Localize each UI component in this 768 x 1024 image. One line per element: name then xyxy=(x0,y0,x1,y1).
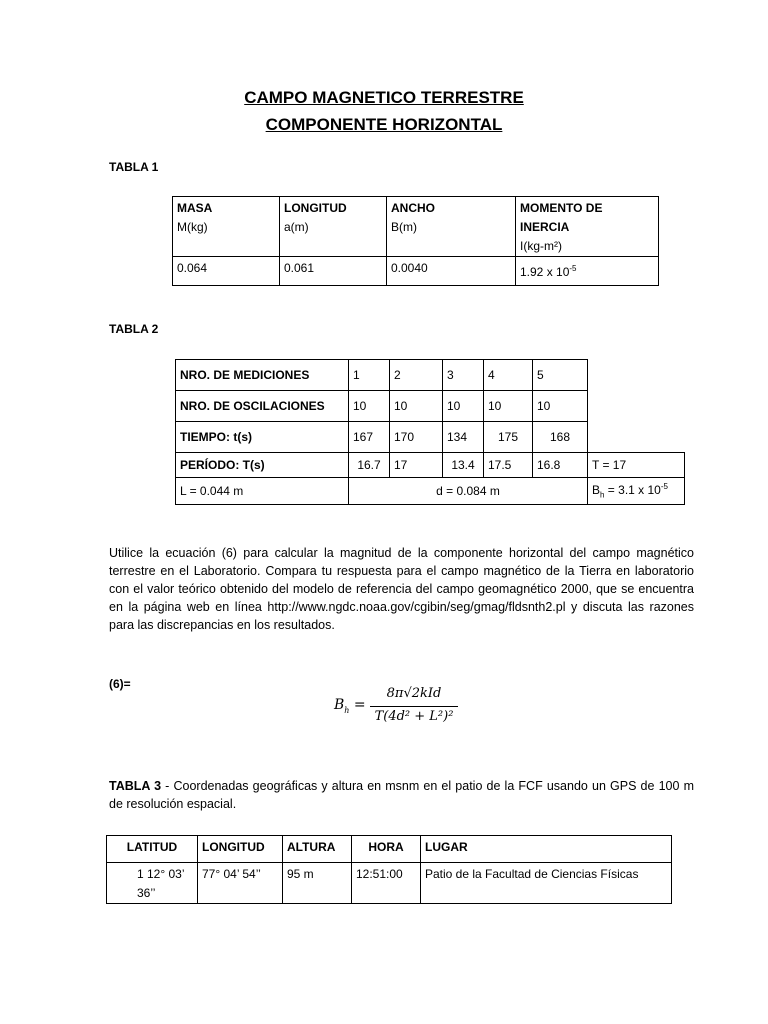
table-cell: 0.061 xyxy=(280,257,387,286)
table-cell: 4 xyxy=(484,360,533,391)
table-cell: 3 xyxy=(443,360,484,391)
equation-label: (6)= xyxy=(109,677,131,691)
table-cell: 134 xyxy=(443,422,484,453)
column-header: LUGAR xyxy=(421,836,672,863)
table-cell: 12:51:00 xyxy=(352,863,421,904)
table-row xyxy=(107,836,672,863)
header-text: ANCHO xyxy=(391,201,435,215)
bh-subscript: h xyxy=(600,490,605,500)
row-header: NRO. DE OSCILACIONES xyxy=(176,391,349,422)
tabla3-caption-text: - Coordenadas geográficas y altura en msnm en el patio de la FCF usando un GPS de 100 m de resolución espacial. xyxy=(109,779,694,811)
tabla2-label: TABLA 2 xyxy=(109,322,159,336)
table-cell: 170 xyxy=(390,422,443,453)
header-unit: a(m) xyxy=(284,220,309,234)
table-cell: 10 xyxy=(349,391,390,422)
header-unit: I(kg-m²) xyxy=(520,239,562,253)
table-cell xyxy=(516,197,659,257)
table-cell: 0.064 xyxy=(173,257,280,286)
period-average-cell: T = 17 xyxy=(588,453,685,478)
empty-cell xyxy=(588,422,685,453)
table-row xyxy=(176,391,685,422)
table-cell: Patio de la Facultad de Ciencias Físicas xyxy=(421,863,672,904)
table-row xyxy=(176,453,685,478)
column-header: ALTURA xyxy=(283,836,352,863)
table-cell: 2 xyxy=(390,360,443,391)
table-cell: 10 xyxy=(443,391,484,422)
table-cell xyxy=(516,257,659,286)
table-cell: 175 xyxy=(484,422,533,453)
tabla1-label: TABLA 1 xyxy=(109,160,159,174)
table-cell: 17 xyxy=(390,453,443,478)
table-cell: 1 12° 03’ 36’’ xyxy=(107,863,198,904)
table-row xyxy=(173,197,659,257)
equation xyxy=(334,686,464,732)
table-row xyxy=(176,478,685,505)
table-cell: 77° 04’ 54’’ xyxy=(198,863,283,904)
table-row xyxy=(176,422,685,453)
column-header: HORA xyxy=(352,836,421,863)
table-cell: 10 xyxy=(533,391,588,422)
row-header: TIEMPO: t(s) xyxy=(176,422,349,453)
equation-lhs: $B_h$ = xyxy=(334,697,366,715)
row-header: NRO. DE MEDICIONES xyxy=(176,360,349,391)
bh-exponent: -5 xyxy=(660,482,668,492)
table-cell: 95 m xyxy=(283,863,352,904)
empty-cell xyxy=(588,391,685,422)
bh-value: = 3.1 x 10 xyxy=(604,483,661,498)
tabla3-caption xyxy=(109,777,694,813)
tabla3-label: TABLA 3 xyxy=(109,779,162,793)
tabla2 xyxy=(175,359,685,505)
equation-denominator: T(4d² + L²)² xyxy=(374,709,454,724)
header-unit: B(m) xyxy=(391,220,417,234)
table-cell: 10 xyxy=(390,391,443,422)
table-row xyxy=(173,257,659,286)
title-line-2: COMPONENTE HORIZONTAL xyxy=(265,115,503,134)
instruction-paragraph: Utilice la ecuación (6) para calcular la magnitud de la componente horizontal del campo magnético terrestre en el Laboratorio. Compara tu respuesta para el campo magnético de la Tierra en laboratorio con el valor teórico obtenido del modelo de referencia del campo geomagnético 2000, que se encuentra en la página web en línea http://www.ngdc.noaa.gov/cgibin/seg/gmag/fldsnth2.pl y discuta las razones para las discrepancias en los resultados. xyxy=(109,546,694,632)
table-cell: 5 xyxy=(533,360,588,391)
title-line-1: CAMPO MAGNETICO TERRESTRE xyxy=(244,88,524,107)
table-cell: 168 xyxy=(533,422,588,453)
table-cell: 17.5 xyxy=(484,453,533,478)
table-cell xyxy=(280,197,387,257)
row-header: PERÍODO: T(s) xyxy=(176,453,349,478)
tabla3 xyxy=(106,835,672,904)
column-header: LONGITUD xyxy=(198,836,283,863)
tabla1 xyxy=(172,196,659,286)
d-value-cell: d = 0.084 m xyxy=(349,478,588,505)
table-cell xyxy=(173,197,280,257)
table-cell: 13.4 xyxy=(443,453,484,478)
bh-symbol: B xyxy=(592,483,601,498)
column-header: LATITUD xyxy=(107,836,198,863)
table-cell xyxy=(387,197,516,257)
table-cell: 16.8 xyxy=(533,453,588,478)
header-unit: M(kg) xyxy=(177,220,208,234)
table-cell: 10 xyxy=(484,391,533,422)
table-row xyxy=(107,863,672,904)
table-cell: 167 xyxy=(349,422,390,453)
equation-numerator: 8π√2kId xyxy=(386,686,442,701)
header-text: LONGITUD xyxy=(284,201,347,215)
fraction-bar xyxy=(370,706,458,707)
table-row xyxy=(176,360,685,391)
table-cell: 1 xyxy=(349,360,390,391)
inercia-value: 1.92 x 10 xyxy=(520,265,570,279)
inercia-exponent: -5 xyxy=(569,264,577,273)
header-text: MOMENTO DE xyxy=(520,201,603,215)
table-cell: 0.0040 xyxy=(387,257,516,286)
header-text: INERCIA xyxy=(520,220,570,234)
header-text: MASA xyxy=(177,201,213,215)
table-cell: 16.7 xyxy=(349,453,390,478)
l-value-cell: L = 0.044 m xyxy=(176,478,349,505)
bh-value-cell xyxy=(588,478,685,505)
empty-cell xyxy=(588,360,685,391)
